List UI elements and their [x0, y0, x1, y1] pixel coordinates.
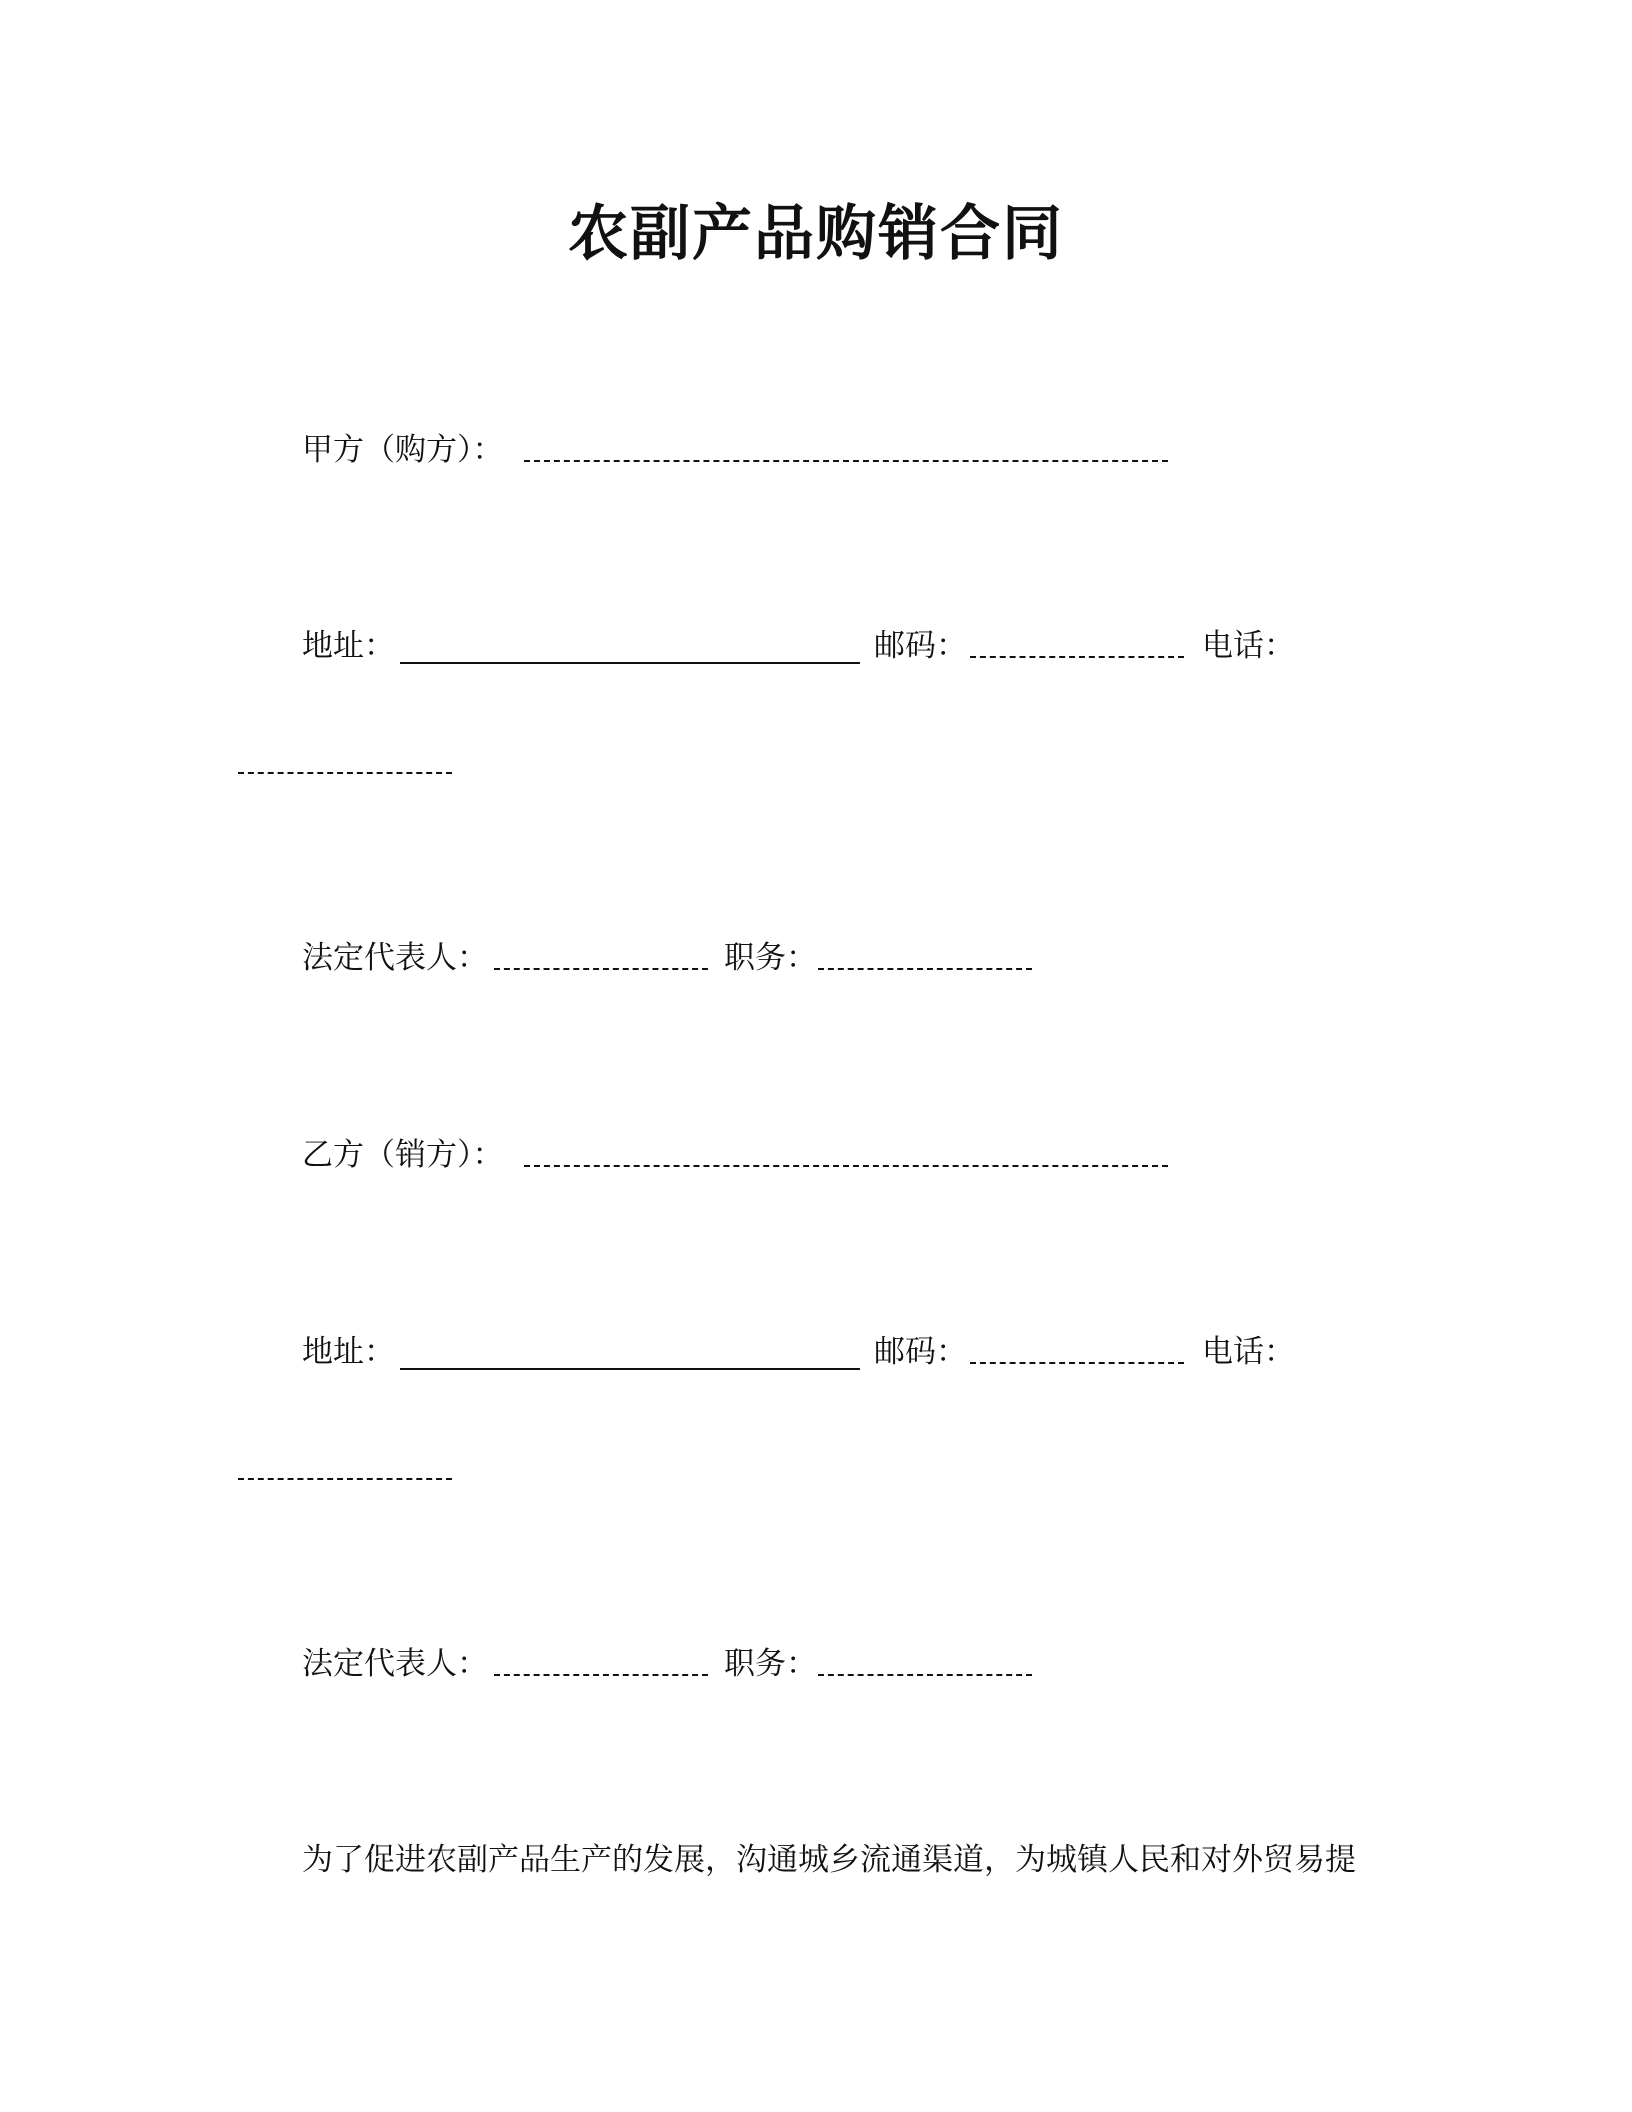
party-b-name-blank[interactable]	[524, 1165, 1168, 1167]
intro-paragraph: 为了促进农副产品生产的发展，沟通城乡流通渠道，为城镇人民和对外贸易提	[302, 1842, 1356, 1878]
party-a-position-blank[interactable]	[818, 968, 1032, 970]
party-b-name-label: 乙方（销方）：	[302, 1137, 504, 1173]
party-b-position-label: 职务：	[724, 1646, 817, 1682]
party-b-rep-label: 法定代表人：	[302, 1646, 488, 1682]
party-b-position-blank[interactable]	[818, 1674, 1032, 1676]
party-a-position-label: 职务：	[724, 940, 817, 976]
party-b-postcode-blank[interactable]	[970, 1362, 1184, 1364]
party-b-postcode-label: 邮码：	[874, 1334, 967, 1370]
document-title: 农副产品购销合同	[568, 199, 1064, 269]
party-b-address-label: 地址：	[302, 1334, 395, 1370]
party-a-name-blank[interactable]	[524, 460, 1168, 462]
party-a-phone-blank[interactable]	[238, 772, 452, 774]
party-a-rep-blank[interactable]	[494, 968, 708, 970]
party-b-address-blank[interactable]	[400, 1368, 860, 1370]
party-b-phone-label: 电话：	[1202, 1334, 1295, 1370]
party-b-rep-blank[interactable]	[494, 1674, 708, 1676]
party-b-phone-blank[interactable]	[238, 1478, 452, 1480]
party-a-rep-label: 法定代表人：	[302, 940, 488, 976]
party-a-address-blank[interactable]	[400, 662, 860, 664]
party-a-phone-label: 电话：	[1202, 628, 1295, 664]
party-a-address-label: 地址：	[302, 628, 395, 664]
party-a-postcode-blank[interactable]	[970, 656, 1184, 658]
party-a-name-label: 甲方（购方）：	[302, 432, 504, 468]
party-a-postcode-label: 邮码：	[874, 628, 967, 664]
